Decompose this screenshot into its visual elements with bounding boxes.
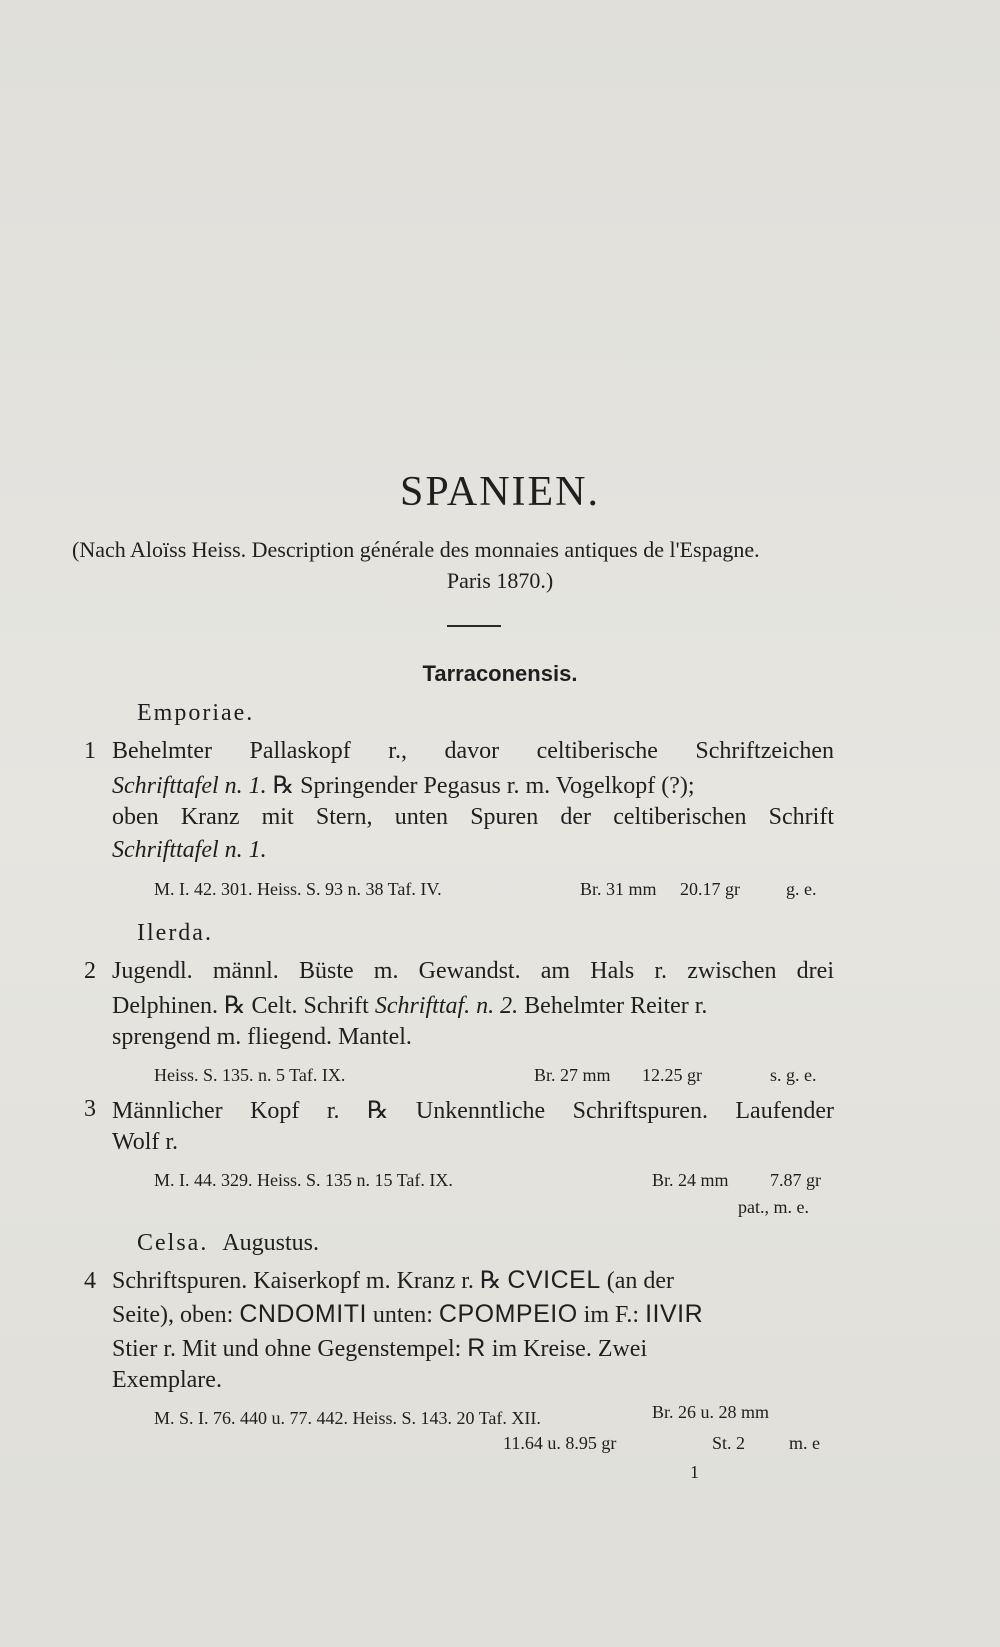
legend-cpompeio: CPOMPEIO bbox=[438, 1300, 578, 1328]
city-heading-ilerda: Ilerda. bbox=[137, 920, 213, 946]
city-name: Celsa. bbox=[137, 1230, 209, 1256]
schrifttafel-ref: Schrifttafel n. 1. bbox=[112, 773, 267, 799]
entry-2-line-1: Jugendl. männl. Büste m. Gewandst. am Hals r. zwischen drei bbox=[112, 958, 834, 984]
entry-1-condition: g. e. bbox=[786, 879, 817, 899]
entry-2-line-3: sprengend m. fliegend. Mantel. bbox=[112, 1024, 412, 1050]
entry-number-4: 4 bbox=[84, 1268, 96, 1294]
reverse-text: Stier r. Mit und ohne Gegenstempel: bbox=[112, 1336, 468, 1362]
entry-1-line-1: Behelmter Pallaskopf r., davor celtiberische Schriftzeichen bbox=[112, 738, 834, 764]
entry-1-line-4: Schrifttafel n. 1. bbox=[112, 837, 267, 863]
entry-2-condition: s. g. e. bbox=[770, 1065, 817, 1085]
entry-4-reference: M. S. I. 76. 440 u. 77. 442. Heiss. S. 143. 20 Taf. XII. bbox=[154, 1408, 541, 1428]
entry-3-reference: M. I. 44. 329. Heiss. S. 135 n. 15 Taf. IX. bbox=[154, 1170, 453, 1190]
legend-cvicel: CVICEL bbox=[507, 1266, 601, 1294]
city-heading-celsa bbox=[137, 1230, 319, 1257]
page-title: SPANIEN. bbox=[400, 469, 600, 515]
entry-number-3: 3 bbox=[84, 1096, 96, 1122]
legend-position: unten: bbox=[366, 1302, 439, 1328]
entry-2-reference: Heiss. S. 135. n. 5 Taf. IX. bbox=[154, 1065, 346, 1085]
source-line-1: (Nach Aloïss Heiss. Description générale des monnaies antiques de l'Espagne. bbox=[72, 537, 760, 562]
city-heading-emporiae: Emporiae. bbox=[137, 700, 255, 726]
entry-4-size: Br. 26 u. 28 mm bbox=[652, 1402, 770, 1422]
entry-number-1: 1 bbox=[84, 738, 96, 764]
entry-4-line-3 bbox=[112, 1334, 647, 1363]
entry-4-line-4: Exemplare. bbox=[112, 1367, 222, 1393]
entry-1-size: Br. 31 mm bbox=[580, 879, 657, 899]
reverse-text: Delphinen. ℞ Celt. Schrift bbox=[112, 993, 375, 1019]
bleed-through bbox=[70, 130, 930, 232]
obverse-text: Schriftspuren. Kaiserkopf m. Kranz r. ℞ bbox=[112, 1268, 508, 1294]
entry-2-size: Br. 27 mm bbox=[534, 1065, 611, 1085]
entry-1-line-2 bbox=[112, 771, 695, 800]
legend-cndomiti: CNDOMITI bbox=[239, 1300, 367, 1328]
entry-3-condition: pat., m. e. bbox=[738, 1197, 809, 1217]
reverse-text: im Kreise. Zwei bbox=[485, 1336, 648, 1362]
entry-2-line-2 bbox=[112, 991, 707, 1020]
entry-3-line-2: Wolf r. bbox=[112, 1129, 179, 1155]
entry-3-weight: 7.87 gr bbox=[770, 1170, 821, 1190]
entry-4-stock: St. 2 bbox=[712, 1433, 746, 1453]
entry-1-line-3: oben Kranz mit Stern, unten Spuren der celtiberischen Schrift bbox=[112, 804, 834, 830]
entry-4-weight: 11.64 u. 8.95 gr bbox=[503, 1433, 617, 1453]
reverse-text: ℞ Springender Pegasus r. m. Vogelkopf (?); bbox=[266, 773, 695, 799]
entry-1-reference: M. I. 42. 301. Heiss. S. 93 n. 38 Taf. IV. bbox=[154, 879, 442, 899]
entry-4-condition: m. e bbox=[789, 1433, 820, 1453]
entry-2-weight: 12.25 gr bbox=[642, 1065, 702, 1085]
legend-position: im F.: bbox=[577, 1302, 646, 1328]
legend-iivir: IIVIR bbox=[645, 1300, 704, 1328]
region-heading: Tarraconensis. bbox=[422, 661, 578, 686]
entry-1-weight: 20.17 gr bbox=[680, 879, 740, 899]
entry-number-2: 2 bbox=[84, 958, 96, 984]
ruler-name: Augustus. bbox=[222, 1230, 320, 1256]
schrifttafel-ref: Schrifttaf. n. 2. bbox=[374, 993, 519, 1019]
source-line-2: Paris 1870.) bbox=[446, 568, 554, 593]
legend-position: (an der bbox=[600, 1268, 675, 1294]
reverse-description: Behelmter Reiter r. bbox=[518, 993, 708, 1019]
page-number: 1 bbox=[690, 1462, 699, 1482]
entry-4-line-1 bbox=[112, 1266, 674, 1295]
countermark-r: R bbox=[467, 1334, 486, 1362]
entry-4-line-2 bbox=[112, 1300, 703, 1329]
legend-position: Seite), oben: bbox=[112, 1302, 240, 1328]
divider-rule bbox=[447, 625, 501, 627]
entry-3-line-1: Männlicher Kopf r. ℞ Unkenntliche Schriftspuren. Laufender bbox=[112, 1098, 834, 1124]
entry-3-size: Br. 24 mm bbox=[652, 1170, 729, 1190]
